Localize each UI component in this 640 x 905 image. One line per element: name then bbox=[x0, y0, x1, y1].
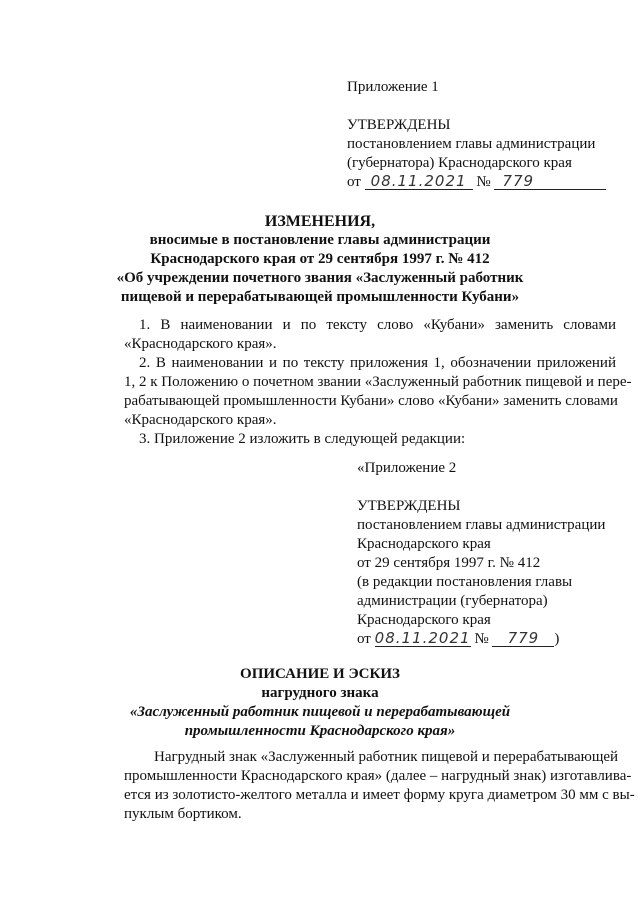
approved-label: УТВЕРЖДЕНЫ bbox=[347, 117, 451, 133]
appendix2-label: «Приложение 2 bbox=[357, 460, 457, 476]
appendix2-line-5: администрации (губернатора) bbox=[357, 593, 548, 609]
description-title bbox=[0, 665, 640, 741]
handwritten-number: 779 bbox=[494, 174, 606, 190]
changes-subtitle-3: «Об учреждении почетного звания «Заслуженный работник bbox=[116, 270, 524, 286]
para1-line2: «Краснодарского края». bbox=[124, 336, 277, 352]
from-prefix: от bbox=[347, 174, 361, 190]
changes-heading: ИЗМЕНЕНИЯ, bbox=[264, 213, 376, 230]
description-line-3: ется из золотисто-желтого металла и имеет форму круга диаметром 30 мм с вы- bbox=[124, 787, 635, 803]
appendix2-line-3: от 29 сентября 1997 г. № 412 bbox=[357, 555, 541, 571]
para3-line1: 3. Приложение 2 изложить в следующей редакции: bbox=[139, 431, 466, 447]
para2-line3: рабатывающей промышленности Кубани» слово «Кубани» заменить словами bbox=[124, 393, 618, 409]
appendix2-line-2: Краснодарского края bbox=[357, 536, 491, 552]
appendix2-handwritten-date: 08.11.2021 bbox=[374, 629, 471, 647]
appendix2-close-paren: ) bbox=[554, 631, 560, 647]
appendix2-handwritten-number: 779 bbox=[492, 631, 554, 647]
para2-line2: 1, 2 к Положению о почетном звании «Заслуженный работник пищевой и пере- bbox=[124, 374, 632, 390]
description-subtitle-1: «Заслуженный работник пищевой и перерабатывающей bbox=[129, 704, 511, 720]
changes-subtitle-2: Краснодарского края от 29 сентября 1997 г. № 412 bbox=[150, 251, 490, 267]
appendix2-block bbox=[357, 459, 619, 649]
description-subheading: нагрудного знака bbox=[261, 685, 379, 701]
description-line-2: промышленности Краснодарского края» (далее – нагрудный знак) изготавлива- bbox=[124, 768, 632, 784]
description-body bbox=[124, 748, 635, 824]
para1-line1: 1. В наименовании и по тексту слово «Кубани» заменить словами bbox=[139, 317, 616, 333]
appendix2-line-6: Краснодарского края bbox=[357, 612, 491, 628]
changes-title bbox=[0, 212, 640, 307]
handwritten-date: 08.11.2021 bbox=[365, 174, 473, 190]
appendix2-line-1: постановлением главы администрации bbox=[357, 517, 606, 533]
approved-line-2: (губернатора) Краснодарского края bbox=[347, 155, 572, 171]
description-subtitle-2: промышленности Краснодарского края» bbox=[184, 723, 456, 739]
appendix2-number-sign: № bbox=[474, 631, 489, 647]
appendix2-from-prefix: от bbox=[357, 631, 371, 647]
appendix2-line-4: (в редакции постановления главы bbox=[357, 574, 573, 590]
approved-line-1: постановлением главы администрации bbox=[347, 136, 596, 152]
appendix2-date-number-line bbox=[357, 630, 619, 649]
header-block bbox=[347, 78, 617, 192]
amendments-body bbox=[124, 316, 632, 449]
changes-subtitle-1: вносимые в постановление главы администрации bbox=[149, 232, 491, 248]
changes-subtitle-4: пищевой и перерабатывающей промышленности Кубани» bbox=[120, 289, 520, 305]
date-number-line bbox=[347, 173, 617, 192]
description-line-4: пуклым бортиком. bbox=[124, 806, 242, 822]
para2-line1: 2. В наименовании и по тексту приложения 1, обозначении приложений bbox=[139, 355, 616, 371]
number-sign: № bbox=[476, 174, 491, 190]
appendix2-approved: УТВЕРЖДЕНЫ bbox=[357, 498, 461, 514]
appendix-label: Приложение 1 bbox=[347, 79, 439, 95]
description-line-1: Нагрудный знак «Заслуженный работник пищевой и перерабатывающей bbox=[154, 749, 619, 765]
description-heading: ОПИСАНИЕ И ЭСКИЗ bbox=[240, 666, 400, 682]
para2-line4: «Краснодарского края». bbox=[124, 412, 277, 428]
